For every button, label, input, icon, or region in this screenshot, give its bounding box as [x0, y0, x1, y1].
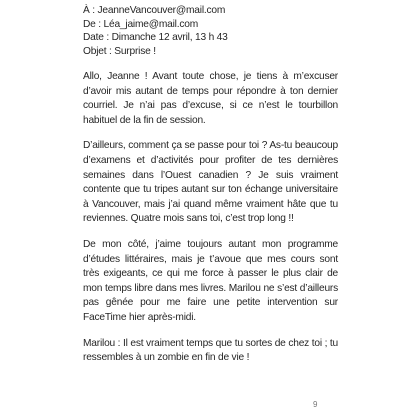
paragraph-studies: De mon côté, j’aime toujours autant mon programme d’études littéraires, mais je t’avoue que mes cours sont très exigeants, ce qui me force à passer le plus clair de mon temps libre dans mes livres. Marilou ne s’est d’ailleurs pas gênée pour me faire une petite intervention sur FaceTime hier après-midi.	[83, 238, 338, 323]
email-from: De : Léa_jaime@mail.com	[83, 18, 199, 30]
email-body	[83, 70, 338, 377]
page-number: 9	[313, 400, 318, 409]
email-header	[83, 4, 338, 58]
email-subject: Objet : Surprise !	[83, 45, 156, 57]
paragraph-greeting: Allo, Jeanne ! Avant toute chose, je tiens à m’excuser d’avoir mis autant de temps pour répondre à ton dernier courriel. Je n’ai pas d’excuse, si ce n’est le tourbillon habituel de la fin de session.	[83, 71, 338, 126]
book-page	[83, 0, 338, 415]
paragraph-marilou-quote: Marilou : Il est vraiment temps que tu sortes de chez toi ; tu ressembles à un zombie en fin de vie !	[83, 337, 338, 364]
paragraph-questions: D’ailleurs, comment ça se passe pour toi ? As-tu beaucoup d’examens et d’activités pour profiter de tes dernières semaines dans l’Ouest canadien ? Je suis vraiment contente que tu tripes autant sur ton échange universitaire à Vancouver, mais j’ai quand même vraiment hâte que tu reviennes. Quatre mois sans toi, c’est trop long !!	[83, 140, 338, 225]
email-date: Date : Dimanche 12 avril, 13 h 43	[83, 32, 228, 43]
email-to: À : JeanneVancouver@mail.com	[83, 5, 226, 16]
